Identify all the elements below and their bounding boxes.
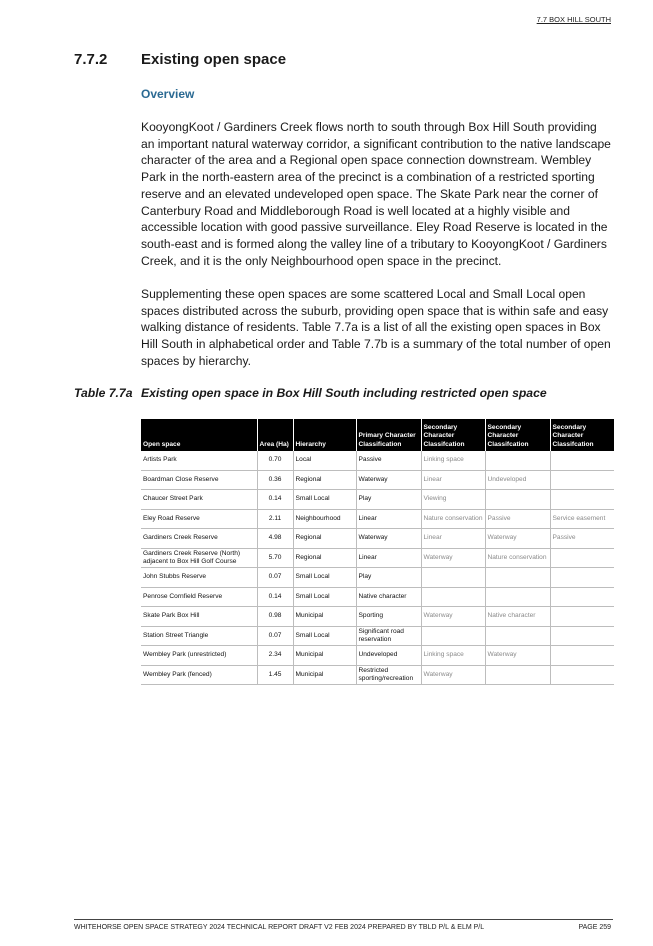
page-number: PAGE 259 [578,924,611,931]
footer-text: WHITEHORSE OPEN SPACE STRATEGY 2024 TECHNICAL REPORT DRAFT V2 FEB 2024 PREPARED BY TBLD P/L & ELM P/L [74,924,485,931]
table-row [141,646,614,666]
cell-hierarchy: Municipal [293,646,356,666]
open-space-table [141,419,614,685]
cell-area: 0.07 [257,626,293,646]
cell-secondary-character [550,665,614,685]
cell-open-space: Wembley Park (fenced) [141,665,257,685]
cell-hierarchy: Small Local [293,568,356,588]
table-number: Table 7.7a [74,386,133,400]
cell-secondary-character [550,451,614,470]
cell-secondary-character [550,548,614,568]
cell-area: 0.70 [257,451,293,470]
cell-area: 2.11 [257,509,293,529]
cell-open-space: Penrose Cornfield Reserve [141,587,257,607]
table-row [141,607,614,627]
col-header-primary-character: Primary Character Classification [356,419,421,451]
table-row [141,548,614,568]
cell-secondary-character: Native character [485,607,550,627]
cell-hierarchy: Regional [293,548,356,568]
cell-secondary-character: Waterway [421,548,485,568]
cell-secondary-character [485,451,550,470]
table-row [141,568,614,588]
cell-area: 0.14 [257,490,293,510]
cell-open-space: Boardman Close Reserve [141,470,257,490]
cell-secondary-character [485,568,550,588]
cell-secondary-character [485,626,550,646]
overview-paragraph-2: Supplementing these open spaces are some scattered Local and Small Local open spaces distributed across the suburb, providing open space that is within safe and easy walking distance of residents. Table 7.7a is a list of all the existing open spaces in Box Hill South in alphabetical order and Table 7.7b is a summary of the total number of open spaces by hierarchy. [141,287,611,368]
cell-primary-character: Linear [356,548,421,568]
section-number: 7.7.2 [74,51,108,68]
cell-secondary-character: Viewing [421,490,485,510]
cell-secondary-character: Passive [550,529,614,549]
overview-paragraph-1: KooyongKoot / Gardiners Creek flows north to south through Box Hill South providing an important natural waterway corridor, a significant contribution to the native landscape character of the area and a Regional open space connection downstream. Wembley Park in the north-eastern area of the precinct is a combination of a restricted sporting reserve and an elevated undeveloped open space. The Skate Park near the corner of Canterbury Road and Middleborough Road is well located at a highly visible and accessible location with good passive surveillance. Eley Road Reserve is located in the south-east and is formed along the valley line of a tributary to KooyongKoot / Gardiners Creek, and it is the only Neighbourhood open space in the precinct. [141,120,611,268]
cell-open-space: John Stubbs Reserve [141,568,257,588]
table-row [141,665,614,685]
col-header-area: Area (Ha) [257,419,293,451]
cell-open-space: Chaucer Street Park [141,490,257,510]
cell-open-space: Gardiners Creek Reserve (North) adjacent to Box Hill Golf Course [141,548,257,568]
cell-secondary-character [550,490,614,510]
cell-secondary-character: Linear [421,529,485,549]
cell-secondary-character: Passive [485,509,550,529]
cell-primary-character: Sporting [356,607,421,627]
cell-secondary-character: Nature conservation [485,548,550,568]
col-header-secondary-character-3: Secondary Character Classifcation [550,419,614,451]
running-head: 7.7 BOX HILL SOUTH [536,15,611,24]
table-header-row [141,419,614,451]
cell-hierarchy: Municipal [293,665,356,685]
table-row [141,490,614,510]
cell-secondary-character: Waterway [485,646,550,666]
cell-primary-character: Restricted sporting/recreation [356,665,421,685]
cell-open-space: Station Street Triangle [141,626,257,646]
cell-secondary-character: Undeveloped [485,470,550,490]
cell-area: 4.98 [257,529,293,549]
cell-area: 1.45 [257,665,293,685]
table-row [141,529,614,549]
table-row [141,626,614,646]
cell-hierarchy: Municipal [293,607,356,627]
cell-area: 0.07 [257,568,293,588]
cell-secondary-character: Waterway [421,607,485,627]
cell-secondary-character: Linking space [421,451,485,470]
cell-area: 0.98 [257,607,293,627]
cell-primary-character: Passive [356,451,421,470]
cell-primary-character: Linear [356,509,421,529]
cell-secondary-character [550,470,614,490]
table-row [141,509,614,529]
cell-secondary-character [550,626,614,646]
cell-primary-character: Play [356,568,421,588]
cell-hierarchy: Neighbourhood [293,509,356,529]
cell-primary-character: Waterway [356,529,421,549]
cell-open-space: Artists Park [141,451,257,470]
table-body [141,451,614,685]
cell-hierarchy: Small Local [293,490,356,510]
table-row [141,587,614,607]
col-header-hierarchy: Hierarchy [293,419,356,451]
cell-secondary-character: Nature conservation [421,509,485,529]
cell-hierarchy: Small Local [293,587,356,607]
col-header-open-space: Open space [141,419,257,451]
cell-secondary-character: Service easement [550,509,614,529]
cell-area: 0.14 [257,587,293,607]
cell-area: 5.70 [257,548,293,568]
cell-secondary-character [550,607,614,627]
cell-secondary-character: Waterway [421,665,485,685]
cell-primary-character: Play [356,490,421,510]
cell-primary-character: Native character [356,587,421,607]
overview-heading: Overview [141,87,195,101]
cell-open-space: Gardiners Creek Reserve [141,529,257,549]
cell-secondary-character: Linking space [421,646,485,666]
cell-secondary-character [421,587,485,607]
cell-secondary-character: Linear [421,470,485,490]
cell-primary-character: Waterway [356,470,421,490]
cell-secondary-character [550,587,614,607]
table-row [141,451,614,470]
cell-hierarchy: Regional [293,529,356,549]
cell-open-space: Eley Road Reserve [141,509,257,529]
cell-open-space: Skate Park Box Hill [141,607,257,627]
cell-secondary-character [485,587,550,607]
section-title: Existing open space [141,51,287,68]
cell-primary-character: Significant road reservation [356,626,421,646]
table-caption [74,386,547,400]
footer-rule [74,919,613,920]
cell-secondary-character [421,626,485,646]
col-header-secondary-character-1: Secondary Character Classifcation [421,419,485,451]
table-row [141,470,614,490]
cell-hierarchy: Local [293,451,356,470]
cell-secondary-character [550,568,614,588]
cell-primary-character: Undeveloped [356,646,421,666]
cell-hierarchy: Small Local [293,626,356,646]
cell-secondary-character [485,665,550,685]
cell-secondary-character [485,490,550,510]
cell-secondary-character: Waterway [485,529,550,549]
col-header-secondary-character-2: Secondary Character Classifcation [485,419,550,451]
cell-area: 2.34 [257,646,293,666]
cell-secondary-character [421,568,485,588]
table-caption-text: Existing open space in Box Hill South including restricted open space [141,386,547,400]
cell-hierarchy: Regional [293,470,356,490]
cell-area: 0.36 [257,470,293,490]
cell-secondary-character [550,646,614,666]
cell-open-space: Wembley Park (unrestricted) [141,646,257,666]
